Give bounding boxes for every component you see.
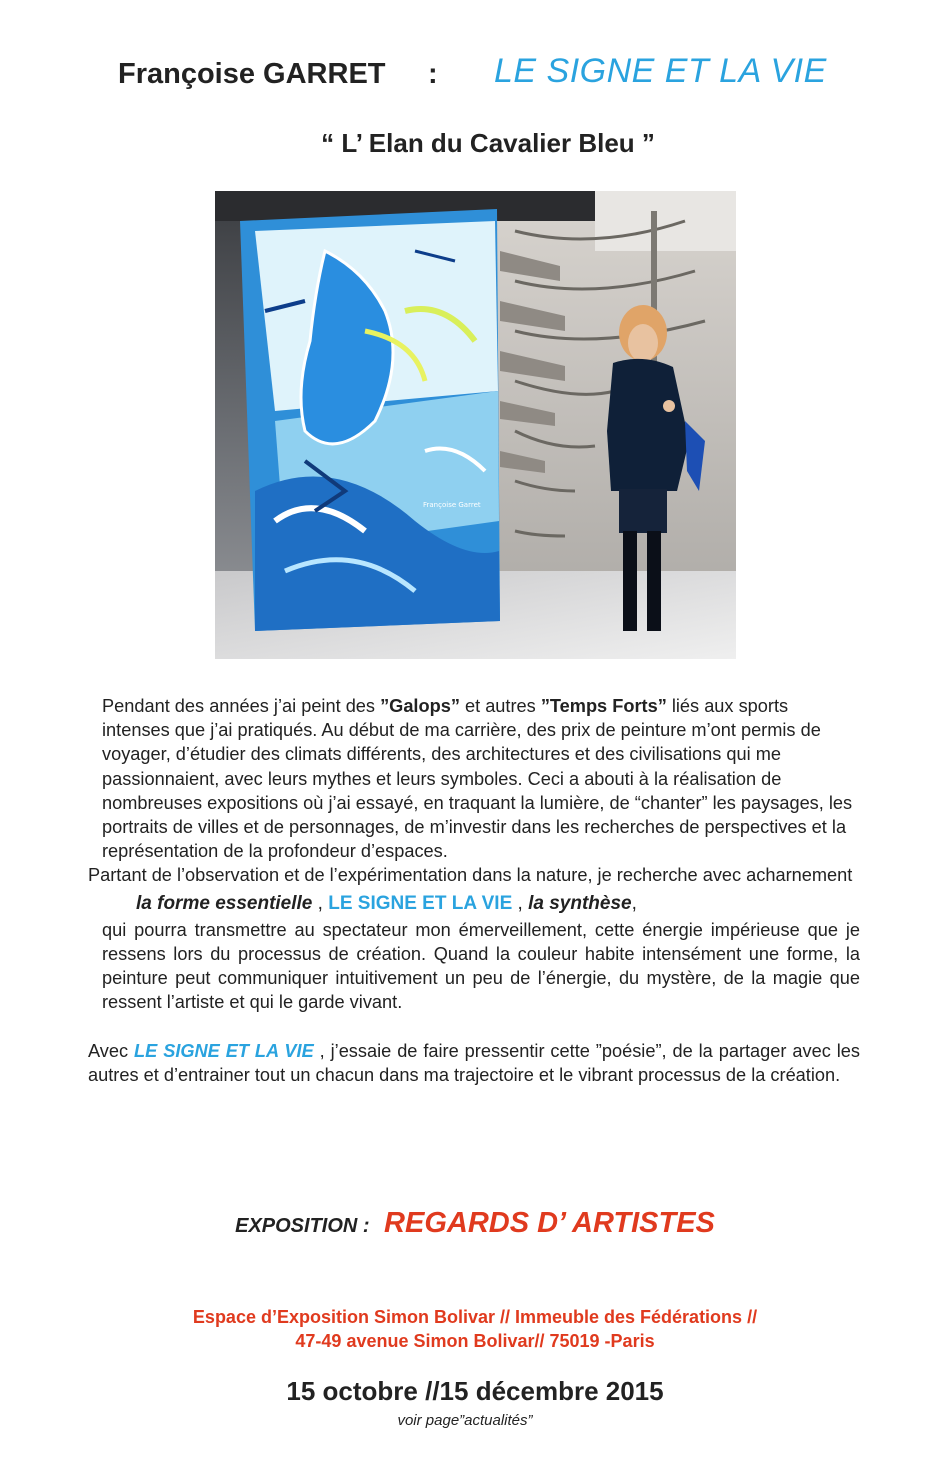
title-row — [0, 52, 950, 108]
highlight-series: LE SIGNE ET LA VIE — [328, 892, 513, 914]
exposition-name: REGARDS D’ ARTISTES — [384, 1207, 715, 1239]
paragraph-energy: qui pourra transmettre au spectateur mon émerveillement, cette énergie impérieuse que je ressens lors du processus de création. Quand la couleur habite intensément une forme, la peinture peut communiquer intuitivement un peu de l’énergie, du mystère, de la magie que ressent l’artiste et qui le garde vivant. — [102, 919, 860, 1013]
photo-illustration — [215, 191, 736, 659]
highlight-line: la forme essentielle , LE SIGNE ET LA VIE , la synthèse, — [136, 892, 637, 914]
title-separator: : — [428, 58, 438, 90]
exhibition-photo — [215, 191, 736, 659]
exhibition-dates: 15 octobre //15 décembre 2015 — [286, 1376, 664, 1406]
venue-address — [0, 1305, 950, 1353]
temps-forts-emphasis: ”Temps Forts” — [540, 696, 667, 716]
paragraph-intro: Pendant des années j’ai peint des ”Galops” et autres ”Temps Forts” liés aux sports intenses que j’ai pratiqués. Au début de ma carrière, des prix de peinture m’ont permis de voyager, d’étudier des climats différents, des architectures et des civilisations qui me passionnaient, avec leurs mythes et leurs symboles. Ceci a abouti à la réalisation de nombreuses expositions où j’ai essayé, en traquant la lumière, de “chanter” les paysages, les portraits de villes et de personnages, de m’investir dans les recherches de perspectives et la représentation de la profondeur d’espaces. — [102, 696, 853, 862]
venue-line-1: Espace d’Exposition Simon Bolivar // Immeuble des Fédérations // — [192, 1307, 758, 1327]
painting — [240, 209, 500, 631]
artist-name: Françoise GARRET — [118, 58, 386, 90]
paragraph-observation: Partant de l’observation et de l’expérimentation dans la nature, je recherche avec acharnement — [88, 865, 853, 886]
series-title: LE SIGNE ET LA VIE — [494, 52, 827, 90]
exposition-label: EXPOSITION : — [235, 1215, 370, 1237]
painting-signature: Françoise Garret — [423, 501, 481, 509]
artwork-title: “ L’ Elan du Cavalier Bleu ” — [321, 128, 655, 158]
statement-text — [88, 694, 860, 1087]
paragraph-closing: Avec LE SIGNE ET LA VIE , j’essaie de faire pressentir cette ”poésie”, de la partager avec les autres et d’entrainer tout un chacun dans ma trajectoire et le vibrant processus de la création. — [88, 1040, 860, 1085]
galops-emphasis: ”Galops” — [380, 696, 460, 716]
venue-line-2: 47-49 avenue Simon Bolivar// 75019 -Paris — [295, 1331, 655, 1351]
exposition-heading — [0, 1207, 950, 1240]
closing-series: LE SIGNE ET LA VIE — [134, 1040, 314, 1061]
see-page-note: voir page”actualités” — [397, 1412, 533, 1429]
